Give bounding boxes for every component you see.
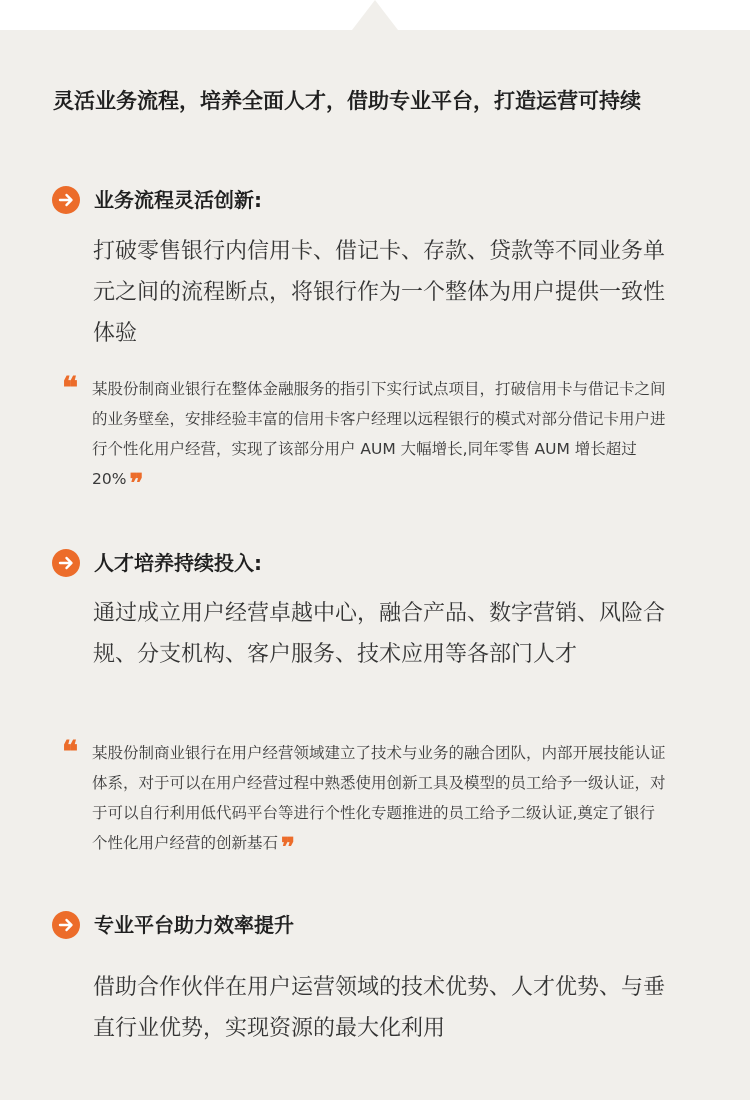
arrow-right-circle-icon — [52, 911, 80, 939]
case-quote — [62, 738, 682, 863]
case-quote-text — [92, 738, 667, 863]
open-quote-icon: ❝ — [62, 738, 79, 760]
close-quote-icon: ❞ — [281, 833, 296, 863]
section-heading-text: 人才培养持续投入: — [94, 551, 262, 575]
section-heading-platform — [52, 910, 294, 940]
case-quote-content: 某股份制商业银行在整体金融服务的指引下实行试点项目，打破信用卡与借记卡之间的业务壁垒，安排经验丰富的信用卡客户经理以远程银行的模式对部分借记卡用户进行个性化用户经营，实现了该部分用户 AUM 大幅增长,同年零售 AUM 增长超过 20% — [92, 380, 666, 488]
open-quote-icon: ❝ — [62, 374, 79, 396]
section-heading-process — [52, 185, 262, 215]
section-heading-talent — [52, 548, 262, 578]
case-quote-content: 某股份制商业银行在用户经营领域建立了技术与业务的融合团队，内部开展技能认证体系，对于可以在用户经营过程中熟悉使用创新工具及模型的员工给予一级认证，对于可以自行利用低代码平台等进行个性化专题推进的员工给予二级认证,奠定了银行个性化用户经营的创新基石 — [92, 744, 666, 852]
page-title: 灵活业务流程，培养全面人才，借助专业平台，打造运营可持续 — [53, 89, 641, 113]
section-body: 借助合作伙伴在用户运营领域的技术优势、人才优势、与垂直行业优势，实现资源的最大化利用 — [93, 975, 666, 1041]
section-body: 打破零售银行内信用卡、借记卡、存款、贷款等不同业务单元之间的流程断点，将银行作为一个整体为用户提供一致性体验 — [93, 239, 666, 346]
arrow-right-circle-icon — [52, 549, 80, 577]
case-quote — [62, 374, 682, 499]
panel-notch — [352, 0, 398, 30]
arrow-right-circle-icon — [52, 186, 80, 214]
section-heading-text: 专业平台助力效率提升 — [94, 913, 294, 937]
section-body: 通过成立用户经营卓越中心，融合产品、数字营销、风险合规、分支机构、客户服务、技术应用等各部门人才 — [93, 601, 666, 667]
case-quote-text — [92, 374, 667, 499]
section-heading-text: 业务流程灵活创新: — [94, 188, 262, 212]
close-quote-icon: ❞ — [129, 469, 144, 499]
